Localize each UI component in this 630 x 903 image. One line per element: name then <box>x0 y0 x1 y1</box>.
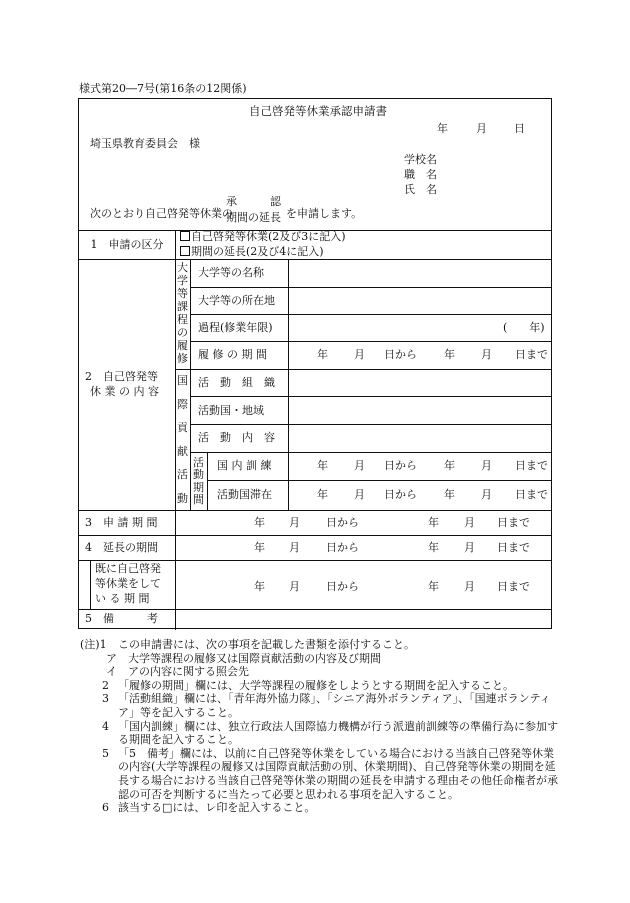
school-label: 学校名 <box>404 153 437 166</box>
intro-suffix: を申請します。 <box>286 207 363 220</box>
section4-label: 4 延長の期間 <box>85 541 158 554</box>
option-self-development[interactable] <box>180 230 346 244</box>
date-month: 月 <box>476 122 487 135</box>
activity-period-group-char: 間 <box>193 492 204 506</box>
note-mark: 3 <box>102 692 109 706</box>
activity-content-label: 活 動 内 容 <box>198 431 275 444</box>
existing-period-month: 月 <box>289 580 300 593</box>
application-period-until: 日まで <box>497 516 530 529</box>
domestic-training-period-until: 日まで <box>515 459 548 472</box>
note-mark: ア <box>106 651 117 665</box>
note-item <box>80 720 560 747</box>
university-course-group-char: 程 <box>177 313 188 326</box>
international-contribution-group-char: 際 <box>177 397 188 411</box>
domestic-training-period-month: 月 <box>354 459 365 472</box>
stay-abroad-period-from: 日から <box>384 488 417 501</box>
application-period-month: 月 <box>289 516 300 529</box>
university-course-group-char: 大 <box>177 261 188 274</box>
extension-period-until: 日まで <box>497 541 530 554</box>
note-text: この申請書には、次の事項を記載した書類を添付すること。 <box>118 638 415 651</box>
university-address-label: 大学等の所在地 <box>198 294 275 307</box>
international-contribution-group-char: 国 <box>177 374 188 387</box>
stay-abroad-label: 活動国滞在 <box>217 488 272 501</box>
study-period-month: 月 <box>354 348 365 361</box>
stay-abroad-period-until: 日まで <box>515 488 548 501</box>
note-item <box>80 679 560 693</box>
note-item <box>80 665 560 679</box>
checkbox-icon[interactable] <box>180 231 190 241</box>
date-day: 日 <box>514 122 525 135</box>
note-mark: 6 <box>102 801 109 815</box>
note-text: 大学等課程の履修又は国際貢献活動の内容及び期間 <box>128 651 381 665</box>
domestic-training-period-month: 月 <box>481 459 492 472</box>
university-name-label: 大学等の名称 <box>198 266 264 279</box>
note-mark: 4 <box>102 719 109 733</box>
extension-period-year: 年 <box>254 541 265 554</box>
domestic-training-label: 国 内 訓 練 <box>217 459 272 472</box>
section1-label: 1 申請の区分 <box>90 237 164 251</box>
note-text: 「活動組織」欄には、「青年海外協力隊」、「シニア海外ボランティア」、「国連ボランティア」等を記入すること。 <box>118 692 551 719</box>
section2-label-line2: 休 業 の 内 容 <box>90 385 159 398</box>
course-years: ( 年) <box>503 321 545 334</box>
existing-period-from: 日から <box>326 580 359 593</box>
existing-period-year: 年 <box>428 580 439 593</box>
application-form <box>78 98 552 629</box>
course-label: 過程(修業年限) <box>198 321 273 334</box>
option-extension[interactable] <box>180 245 324 259</box>
application-period-year: 年 <box>428 516 439 529</box>
name-label: 氏 名 <box>404 183 437 196</box>
section2-label-line1: 2 自己啓発等 <box>85 370 158 383</box>
university-course-group-char: 学 <box>177 274 188 287</box>
stay-abroad-period-year: 年 <box>444 488 455 501</box>
existing-period-label-line2: 等休業をして <box>95 577 161 590</box>
date-year: 年 <box>437 122 448 135</box>
note-item <box>80 801 560 815</box>
study-period-until: 日まで <box>515 348 548 361</box>
note-mark: (注)1 <box>80 638 107 651</box>
notes <box>80 638 560 815</box>
addressee: 埼玉県教育委員会 様 <box>90 137 200 150</box>
activity-period-group-label <box>190 457 207 506</box>
university-course-group-char: 課 <box>177 300 188 313</box>
section5-label: 5 備 考 <box>85 612 158 625</box>
form-number: 様式第20―7号(第16条の12関係) <box>79 82 247 95</box>
stay-abroad-period-month: 月 <box>481 488 492 501</box>
checkbox-icon[interactable] <box>180 246 190 256</box>
section3-label: 3 申 請 期 間 <box>85 516 158 529</box>
extension-period-from: 日から <box>326 541 359 554</box>
activity-org-label: 活 動 組 織 <box>198 376 275 389</box>
note-text: 該当する□には、レ印を記入すること。 <box>118 801 316 815</box>
form-title: 自己啓発等休業承認申請書 <box>249 104 387 118</box>
extension-period-month: 月 <box>289 541 300 554</box>
intro-option-approval: 承 認 <box>226 195 281 208</box>
university-course-group-label <box>175 262 190 365</box>
existing-period-until: 日まで <box>497 580 530 593</box>
existing-period-label-line3: い る 期 間 <box>95 592 150 605</box>
existing-period-month: 月 <box>464 580 475 593</box>
study-period-year: 年 <box>444 348 455 361</box>
domestic-training-period-year: 年 <box>317 459 328 472</box>
activity-period-group-char: 動 <box>193 468 204 482</box>
international-contribution-group-char: 活 <box>177 468 188 482</box>
note-text: 「5 備考」欄には、以前に自己啓発等休業をしている場合における当該自己啓発等休業の内容(大学等課程の履修又は国際貢献活動の別、休業期間)、自己啓発等休業の期間を延長する場合における当該自己啓発等休業の期間の延長を申請する理由その他任命権者が承認の可否を判断するに当たって必要と思われる事項を記入すること。 <box>118 746 558 801</box>
application-period-from: 日から <box>326 516 359 529</box>
extension-period-month: 月 <box>464 541 475 554</box>
note-text: 「国内訓練」欄には、独立行政法人国際協力機構が行う派遣前訓練等の準備行為に参加する期間を記入すること。 <box>118 719 558 747</box>
study-period-label: 履 修 の 期 間 <box>198 348 267 361</box>
note-mark: 2 <box>102 678 109 692</box>
position-label: 職 名 <box>404 168 437 181</box>
note-mark: イ <box>106 665 117 679</box>
intro-option-extension: 期間の延長 <box>226 211 281 224</box>
activity-period-group-char: 期 <box>193 480 204 494</box>
note-text: アの内容に関する照会先 <box>128 665 249 679</box>
university-course-group-char: 等 <box>177 287 188 300</box>
international-contribution-group-char: 貢 <box>177 421 188 435</box>
intro-prefix: 次のとおり自己啓発等休業の <box>90 207 233 220</box>
university-course-group-char: 修 <box>177 352 188 365</box>
domestic-training-period-year: 年 <box>444 459 455 472</box>
application-period-year: 年 <box>254 516 265 529</box>
note-mark: 5 <box>102 746 109 760</box>
note-text: 「履修の期間」欄には、大学等課程の履修をしようとする期間を記入すること。 <box>118 678 514 692</box>
study-period-from: 日から <box>384 348 417 361</box>
note-item <box>80 692 560 719</box>
domestic-training-period-from: 日から <box>384 459 417 472</box>
note-item <box>80 638 560 652</box>
option-extension-label: 期間の延長(2及び4に記入) <box>191 245 324 258</box>
activity-period-group-char: 活 <box>193 456 204 469</box>
university-course-group-char: 履 <box>177 339 188 352</box>
note-item <box>80 747 560 801</box>
note-item <box>80 652 560 666</box>
international-contribution-group-label <box>175 375 190 505</box>
stay-abroad-period-month: 月 <box>354 488 365 501</box>
international-contribution-group-char: 動 <box>177 491 188 505</box>
option-self-development-label: 自己啓発等休業(2及び3に記入) <box>191 230 346 243</box>
application-period-month: 月 <box>464 516 475 529</box>
existing-period-year: 年 <box>254 580 265 593</box>
university-course-group-char: の <box>177 326 188 339</box>
international-contribution-group-char: 献 <box>177 444 188 458</box>
study-period-month: 月 <box>481 348 492 361</box>
activity-country-label: 活動国・地域 <box>198 404 264 417</box>
study-period-year: 年 <box>317 348 328 361</box>
existing-period-label-line1: 既に自己啓発 <box>95 562 161 575</box>
extension-period-year: 年 <box>428 541 439 554</box>
stay-abroad-period-year: 年 <box>317 488 328 501</box>
